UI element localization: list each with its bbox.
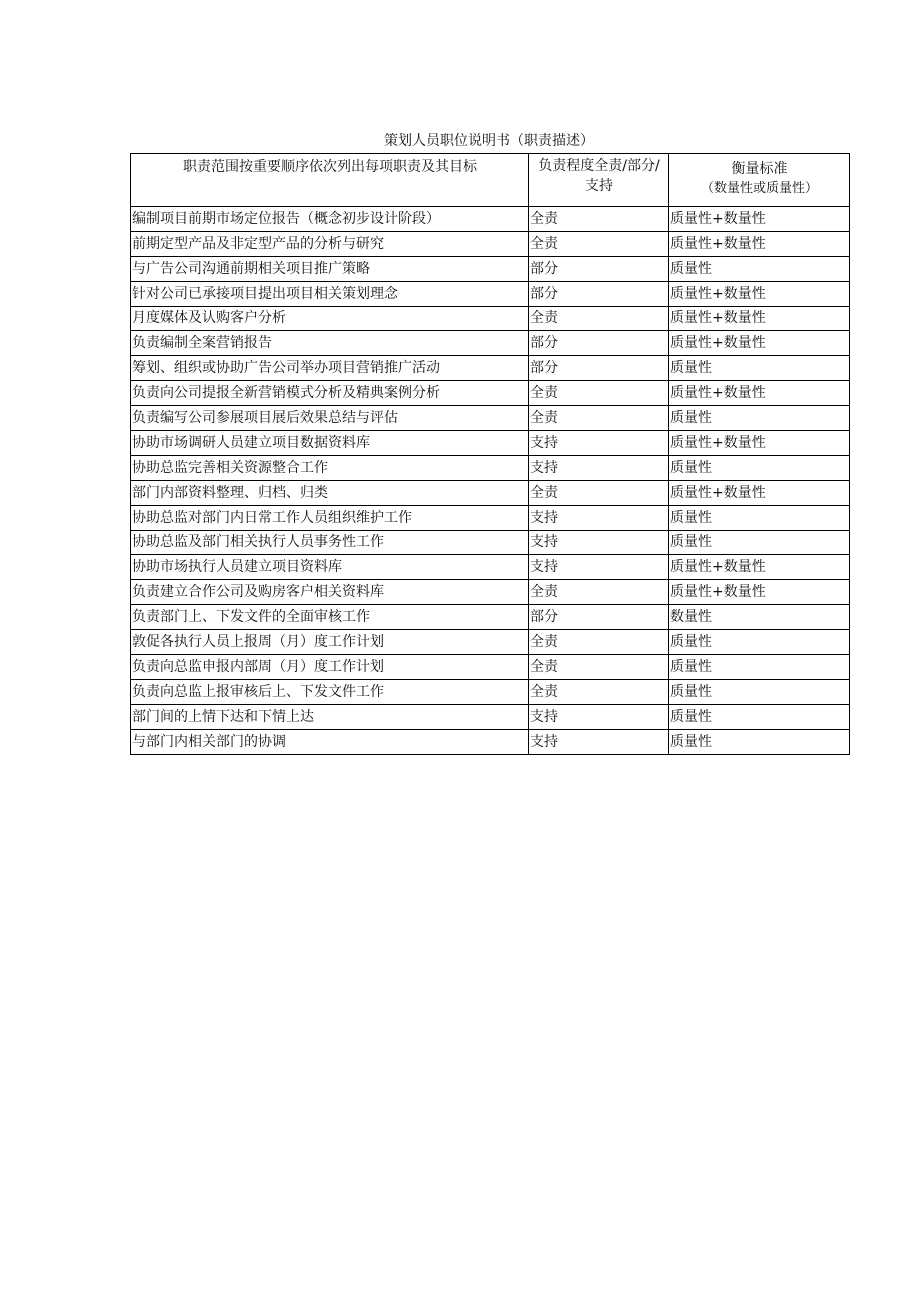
table-row — [131, 480, 850, 505]
duty-cell: 敦促各执行人员上报周（月）度工作计划 — [131, 630, 529, 655]
standard-cell: 质量性+数量性 — [669, 281, 850, 306]
standard-cell: 质量性+数量性 — [669, 555, 850, 580]
standard-cell: 质量性 — [669, 729, 850, 754]
header-degree-line1: 负责程度全责/部分/ — [538, 158, 660, 174]
standard-cell: 质量性 — [669, 505, 850, 530]
duty-cell: 针对公司已承接项目提出项目相关策划理念 — [131, 281, 529, 306]
table-header-row — [131, 154, 850, 207]
table-row — [131, 431, 850, 456]
standard-cell: 质量性+数量性 — [669, 331, 850, 356]
header-standard-line2: （数量性或质量性） — [700, 181, 818, 196]
header-measurement-standard — [669, 154, 850, 207]
standard-cell: 质量性 — [669, 530, 850, 555]
degree-cell: 支持 — [529, 729, 669, 754]
header-duty-scope — [131, 154, 529, 207]
degree-cell: 全责 — [529, 655, 669, 680]
degree-cell: 部分 — [529, 356, 669, 381]
degree-cell: 部分 — [529, 605, 669, 630]
degree-cell: 部分 — [529, 256, 669, 281]
duty-cell: 负责编写公司参展项目展后效果总结与评估 — [131, 406, 529, 431]
table-row — [131, 356, 850, 381]
degree-cell: 全责 — [529, 207, 669, 232]
duty-cell: 协助市场执行人员建立项目资料库 — [131, 555, 529, 580]
table-row — [131, 231, 850, 256]
duty-cell: 与部门内相关部门的协调 — [131, 729, 529, 754]
degree-cell: 全责 — [529, 580, 669, 605]
table-row — [131, 630, 850, 655]
duty-cell: 前期定型产品及非定型产品的分析与研究 — [131, 231, 529, 256]
standard-cell: 质量性 — [669, 356, 850, 381]
standard-cell: 质量性 — [669, 630, 850, 655]
degree-cell: 部分 — [529, 331, 669, 356]
table-row — [131, 679, 850, 704]
duty-cell: 协助总监及部门相关执行人员事务性工作 — [131, 530, 529, 555]
standard-cell: 质量性 — [669, 406, 850, 431]
job-duty-table — [130, 153, 850, 755]
table-row — [131, 256, 850, 281]
standard-cell: 质量性 — [669, 256, 850, 281]
header-duty-label: 职责范围按重要顺序依次列出每项职责及其目标 — [183, 159, 477, 175]
table-row — [131, 555, 850, 580]
duty-cell: 编制项目前期市场定位报告（概念初步设计阶段） — [131, 207, 529, 232]
table-row — [131, 655, 850, 680]
degree-cell: 全责 — [529, 306, 669, 331]
standard-cell: 质量性 — [669, 455, 850, 480]
header-responsibility-degree — [529, 154, 669, 207]
degree-cell: 全责 — [529, 630, 669, 655]
duty-cell: 协助总监完善相关资源整合工作 — [131, 455, 529, 480]
degree-cell: 支持 — [529, 431, 669, 456]
standard-cell: 质量性+数量性 — [669, 580, 850, 605]
standard-cell: 质量性 — [669, 704, 850, 729]
standard-cell: 质量性+数量性 — [669, 381, 850, 406]
standard-cell: 质量性 — [669, 655, 850, 680]
duty-cell: 协助总监对部门内日常工作人员组织维护工作 — [131, 505, 529, 530]
duty-cell: 月度媒体及认购客户分析 — [131, 306, 529, 331]
duty-cell: 与广告公司沟通前期相关项目推广策略 — [131, 256, 529, 281]
table-row — [131, 605, 850, 630]
degree-cell: 支持 — [529, 555, 669, 580]
header-standard-line1: 衡量标准 — [731, 161, 788, 177]
table-row — [131, 580, 850, 605]
standard-cell: 质量性+数量性 — [669, 431, 850, 456]
duty-cell: 负责部门上、下发文件的全面审核工作 — [131, 605, 529, 630]
table-row — [131, 207, 850, 232]
table-row — [131, 331, 850, 356]
duty-cell: 负责向总监上报审核后上、下发文件工作 — [131, 679, 529, 704]
degree-cell: 全责 — [529, 231, 669, 256]
degree-cell: 全责 — [529, 480, 669, 505]
standard-cell: 质量性+数量性 — [669, 480, 850, 505]
duty-cell: 部门内部资料整理、归档、归类 — [131, 480, 529, 505]
duty-cell: 筹划、组织或协助广告公司举办项目营销推广活动 — [131, 356, 529, 381]
standard-cell: 质量性+数量性 — [669, 207, 850, 232]
table-body — [131, 207, 850, 755]
degree-cell: 全责 — [529, 381, 669, 406]
degree-cell: 全责 — [529, 406, 669, 431]
table-row — [131, 281, 850, 306]
table-row — [131, 704, 850, 729]
duty-cell: 负责向总监申报内部周（月）度工作计划 — [131, 655, 529, 680]
standard-cell: 质量性 — [669, 679, 850, 704]
degree-cell: 全责 — [529, 679, 669, 704]
table-row — [131, 455, 850, 480]
degree-cell: 支持 — [529, 505, 669, 530]
header-degree-line2: 支持 — [585, 178, 613, 194]
duty-cell: 负责向公司提报全新营销模式分析及精典案例分析 — [131, 381, 529, 406]
degree-cell: 部分 — [529, 281, 669, 306]
table-row — [131, 381, 850, 406]
document-title: 策划人员职位说明书（职责描述） — [384, 133, 594, 149]
standard-cell: 数量性 — [669, 605, 850, 630]
duty-cell: 负责编制全案营销报告 — [131, 331, 529, 356]
standard-cell: 质量性+数量性 — [669, 306, 850, 331]
table-row — [131, 530, 850, 555]
degree-cell: 支持 — [529, 455, 669, 480]
duty-cell: 协助市场调研人员建立项目数据资料库 — [131, 431, 529, 456]
degree-cell: 支持 — [529, 704, 669, 729]
table-row — [131, 406, 850, 431]
table-row — [131, 505, 850, 530]
degree-cell: 支持 — [529, 530, 669, 555]
table-row — [131, 729, 850, 754]
standard-cell: 质量性+数量性 — [669, 231, 850, 256]
duty-cell: 负责建立合作公司及购房客户相关资料库 — [131, 580, 529, 605]
duty-cell: 部门间的上情下达和下情上达 — [131, 704, 529, 729]
table-row — [131, 306, 850, 331]
